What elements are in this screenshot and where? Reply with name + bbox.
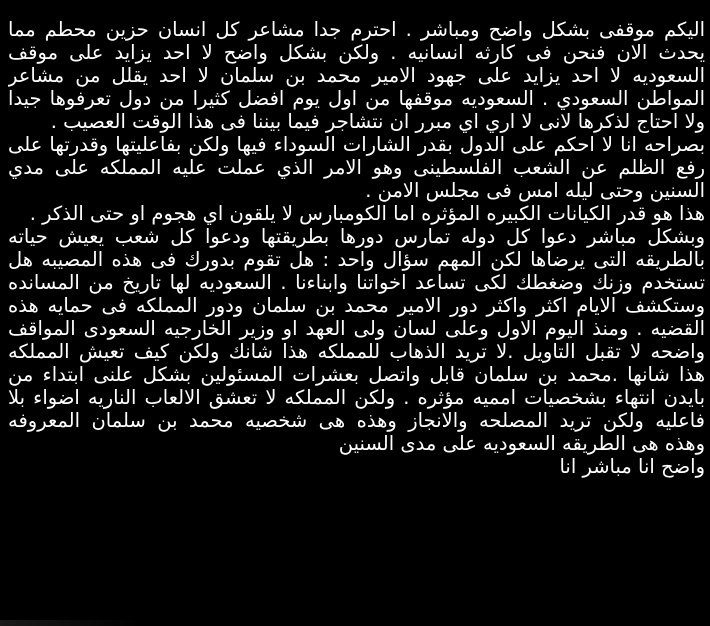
post-line-7: رفع الظلم عن الشعب الفلسطينى وهو الامر الذي عملت عليه المملكه على مدي (8, 156, 705, 179)
post-text (8, 18, 705, 618)
post-line-20: واضح انا مباشر انا (559, 455, 705, 478)
post-line-5: ولا احتاج لذكرها لانى لا اري اي مبرر ان نتشاجر فيما بيننا فى هذا الوقت العصيب . (50, 110, 705, 133)
post-line-11: بالطريقه التى يرضاها لكن المهم سؤال واحد : هل تقوم بدورك فى هذه المصيبه هل (8, 248, 705, 271)
footer-edge (0, 620, 140, 626)
post-line-15: واضحه لا تقبل التاويل .لا تريد الذهاب للمملكه هذا شانك ولكن كيف تعيش المملكه (8, 340, 705, 363)
post-line-12: تستخدم وزنك وضغطك لكى تساعد اخواتنا وابناءنا . السعوديه لها تاريخ من المسانده (8, 271, 705, 294)
post-line-9: هذا هو قدر الكيانات الكبيره المؤثره اما الكومبارس لا يلقون اي هجوم او حتى الذكر . (29, 202, 705, 225)
post-line-8: السنين وحتى ليله امس فى مجلس الامن . (365, 179, 705, 202)
post-line-19: وهذه هى الطريقه السعوديه على مدى السنين (338, 432, 705, 455)
post-line-1: اليكم موقفى بشكل واضح ومباشر . احترم جدا مشاعر كل انسان حزين محطم مما (8, 18, 705, 41)
post-line-17: بايدن انتهاء بشخصيات امميه مؤثره . ولكن المملكه لا تعشق الالعاب الناريه اضواء بلا (8, 386, 705, 409)
post-line-3: السعوديه لا احد يزايد على جهود الامير محمد بن سلمان لا احد يقلل من مشاعر (8, 64, 705, 87)
post-line-10: وبشكل مباشر دعوا كل دوله تمارس دورها بطريقتها ودعوا كل شعب يعيش حياته (8, 225, 705, 248)
post-line-2: يحدث الان فنحن فى كارثه انسانيه . ولكن بشكل واضح لا احد يزايد على موقف (8, 41, 705, 64)
post-line-14: القضيه . ومنذ اليوم الاول وعلى لسان ولى العهد او وزير الخارجيه السعودى المواقف (8, 317, 705, 340)
post-line-13: وستكشف الايام اكثر واكثر دور الامير محمد بن سلمان ودور المملكه فى حمايه هذه (8, 294, 705, 317)
post-line-4: المواطن السعودي . السعوديه موقفها من اول يوم افضل كثيرا من دول تعرفوها جيدا (8, 87, 705, 110)
post-line-16: هذا شانها .محمد بن سلمان قابل واتصل بعشرات المسئولين بشكل علنى ابتداء من (8, 363, 705, 386)
post-line-18: فاعليه ولكن تريد المصلحه والانجاز وهذه هى شخصيه محمد بن سلمان المعروفه (8, 409, 705, 432)
post-line-6: بصراحه انا لا احكم على الدول بقدر الشارات السوداء فيها ولكن بفاعليتها وقدرتها على (8, 133, 705, 156)
